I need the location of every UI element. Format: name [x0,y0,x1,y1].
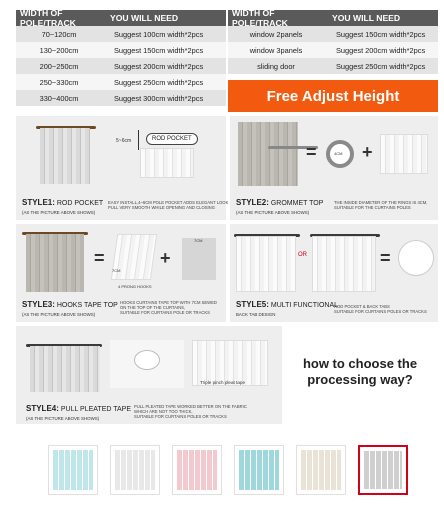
style-subtitle: (AS THE PICTURE ABOVE SHOWS) [26,416,100,421]
column-header: WIDTH OF POLE/TRACK [232,8,288,28]
table-row [16,42,226,58]
column-header: YOU WILL NEED [332,13,401,23]
style-grommet-panel [230,116,438,220]
table-cell: Suggest 150cm width*2pcs [336,29,426,39]
pocket-size-note: 5~6cm [116,138,132,144]
style-description: HOOKS CURTAINS TAPE TOP WITH 7CM SEWED ON THE TOP OF THE CURTAINS, SUITABLE FOR CURTAINS POLE OR TRACKS [120,300,217,316]
table-cell: 330~400cm [39,93,79,103]
equals-sign: = [306,142,317,162]
table-cell: 200~250cm [39,61,79,71]
table-cell: 250~330cm [39,77,79,87]
pleated-curtain-image [30,346,100,392]
table-cell: 70~120cm [41,29,77,39]
table-cell: Suggest 100cm width*2pcs [114,29,204,39]
tape-size-note: 7CM [112,268,121,273]
back-tab-detail-image [398,240,434,276]
table-row [228,58,438,74]
table-cell: Suggest 150cm width*2pcs [114,45,204,55]
size-table-pole-width [16,10,226,106]
style-description: EASY INSTALL,4~6CM POLE POCKET ADDS ELEGANT LOOK PULL VERY SMOOTH WHILE OPENING AND CLOSING [108,200,229,211]
thumbnail-fabric-closeup[interactable] [234,445,284,495]
equals-sign: = [380,248,391,268]
multi-curtain-image [236,236,296,292]
rod-pocket-curtain-image [40,128,90,184]
table-cell: Suggest 300cm width*2pcs [114,93,204,103]
ring-diameter-note: 4CM [334,151,343,156]
thumbnail-image [364,451,402,489]
processing-question-heading: how to choose the processing way? [302,356,418,387]
style-title: STYLE1: ROD POCKET [22,198,104,207]
table-row [16,58,226,74]
table-cell: 130~200cm [39,45,79,55]
style-description: THE INSIDE DIAMETER OF THE RINGS IS 4CM, SUITABLE FOR THE CURTAINS POLES [334,200,428,211]
table-header [16,10,226,26]
hooks-curtain-image [26,234,84,292]
size-table-window-type [228,10,438,74]
column-header: WIDTH OF POLE/TRACK [20,8,76,28]
table-row [16,90,226,106]
thumbnail-image [177,450,217,490]
style-subtitle: (AS THE PICTURE ABOVE SHOWS) [22,312,96,317]
thumbnail-image [115,450,155,490]
style-hooks-tape-panel [16,224,226,322]
free-adjust-height-banner: Free Adjust Height [228,80,438,112]
thumbnail-white-room[interactable] [296,445,346,495]
back-tab-curtain-image [312,236,376,292]
table-row [16,26,226,42]
thumbnail-light-blue[interactable] [48,445,98,495]
thumbnail-size-chart[interactable] [110,445,160,495]
style-description: PULL PLEATED TAPE WORKED BETTER ON THE FABRIC WHICH ARE NOT TOO THICK, SUITABLE FOR CURTAINS POLES OR TRACKS [134,404,247,420]
style-title: STYLE3: HOOKS TAPE TOP [22,300,118,309]
thumbnail-image [301,450,341,490]
hooks-image [182,238,216,280]
hooks-tape-image [111,234,157,280]
thumbnail-strip [48,445,408,495]
style-title: STYLE2: GROMMET TOP [236,198,324,207]
thumbnail-image [53,450,93,490]
table-cell: Suggest 250cm width*2pcs [114,77,204,87]
style-subtitle: (AS THE PICTURE ABOVE SHOWS) [236,210,310,215]
style-rod-pocket-panel [16,116,229,220]
hook-size-note: 7CM [194,238,203,243]
size-bracket [138,130,142,150]
table-row [228,26,438,42]
plus-sign: + [160,248,171,268]
thumbnail-image [239,450,279,490]
style-subtitle: BACK TAB DESIGN [236,312,276,317]
style-description: ROD POCKET & BACK TABS SUITABLE FOR CURTAINS POLES OR TRACKS [334,304,427,315]
plus-sign: + [362,142,373,162]
equals-sign: = [94,248,105,268]
thumbnail-pink[interactable] [172,445,222,495]
style-title: STYLE4: PULL PLEATED TAPE [26,404,132,413]
table-cell: Suggest 200cm width*2pcs [114,61,204,71]
hook-type-note: 4 PRONG HOOKS [118,284,152,289]
table-cell: Suggest 250cm width*2pcs [336,61,426,71]
style-pull-pleated-panel [16,326,282,424]
table-cell: Suggest 200cm width*2pcs [336,45,426,55]
rod-pocket-label: ROD POCKET [146,133,198,145]
style-subtitle: (AS THE PICTURE ABOVE SHOWS) [22,210,96,215]
table-row [16,74,226,90]
column-header: YOU WILL NEED [110,13,179,23]
table-row [228,42,438,58]
tape-roll-icon [134,350,160,370]
grommet-curtain-image [238,122,298,186]
style-multi-functional-panel [230,224,438,322]
table-cell: sliding door [257,61,295,71]
grommet-fabric-image [380,134,428,174]
or-label: OR [298,252,307,258]
thumbnail-processing-guide[interactable] [358,445,408,495]
style-title: STYLE5: MULTI FUNCTIONAL [236,300,339,309]
table-header [228,10,438,26]
table-cell: window 3panels [249,45,303,55]
table-cell: window 2panels [249,29,303,39]
tape-note: Triple pinch pleat tape [200,380,246,385]
rod-pocket-detail-image [140,148,194,178]
